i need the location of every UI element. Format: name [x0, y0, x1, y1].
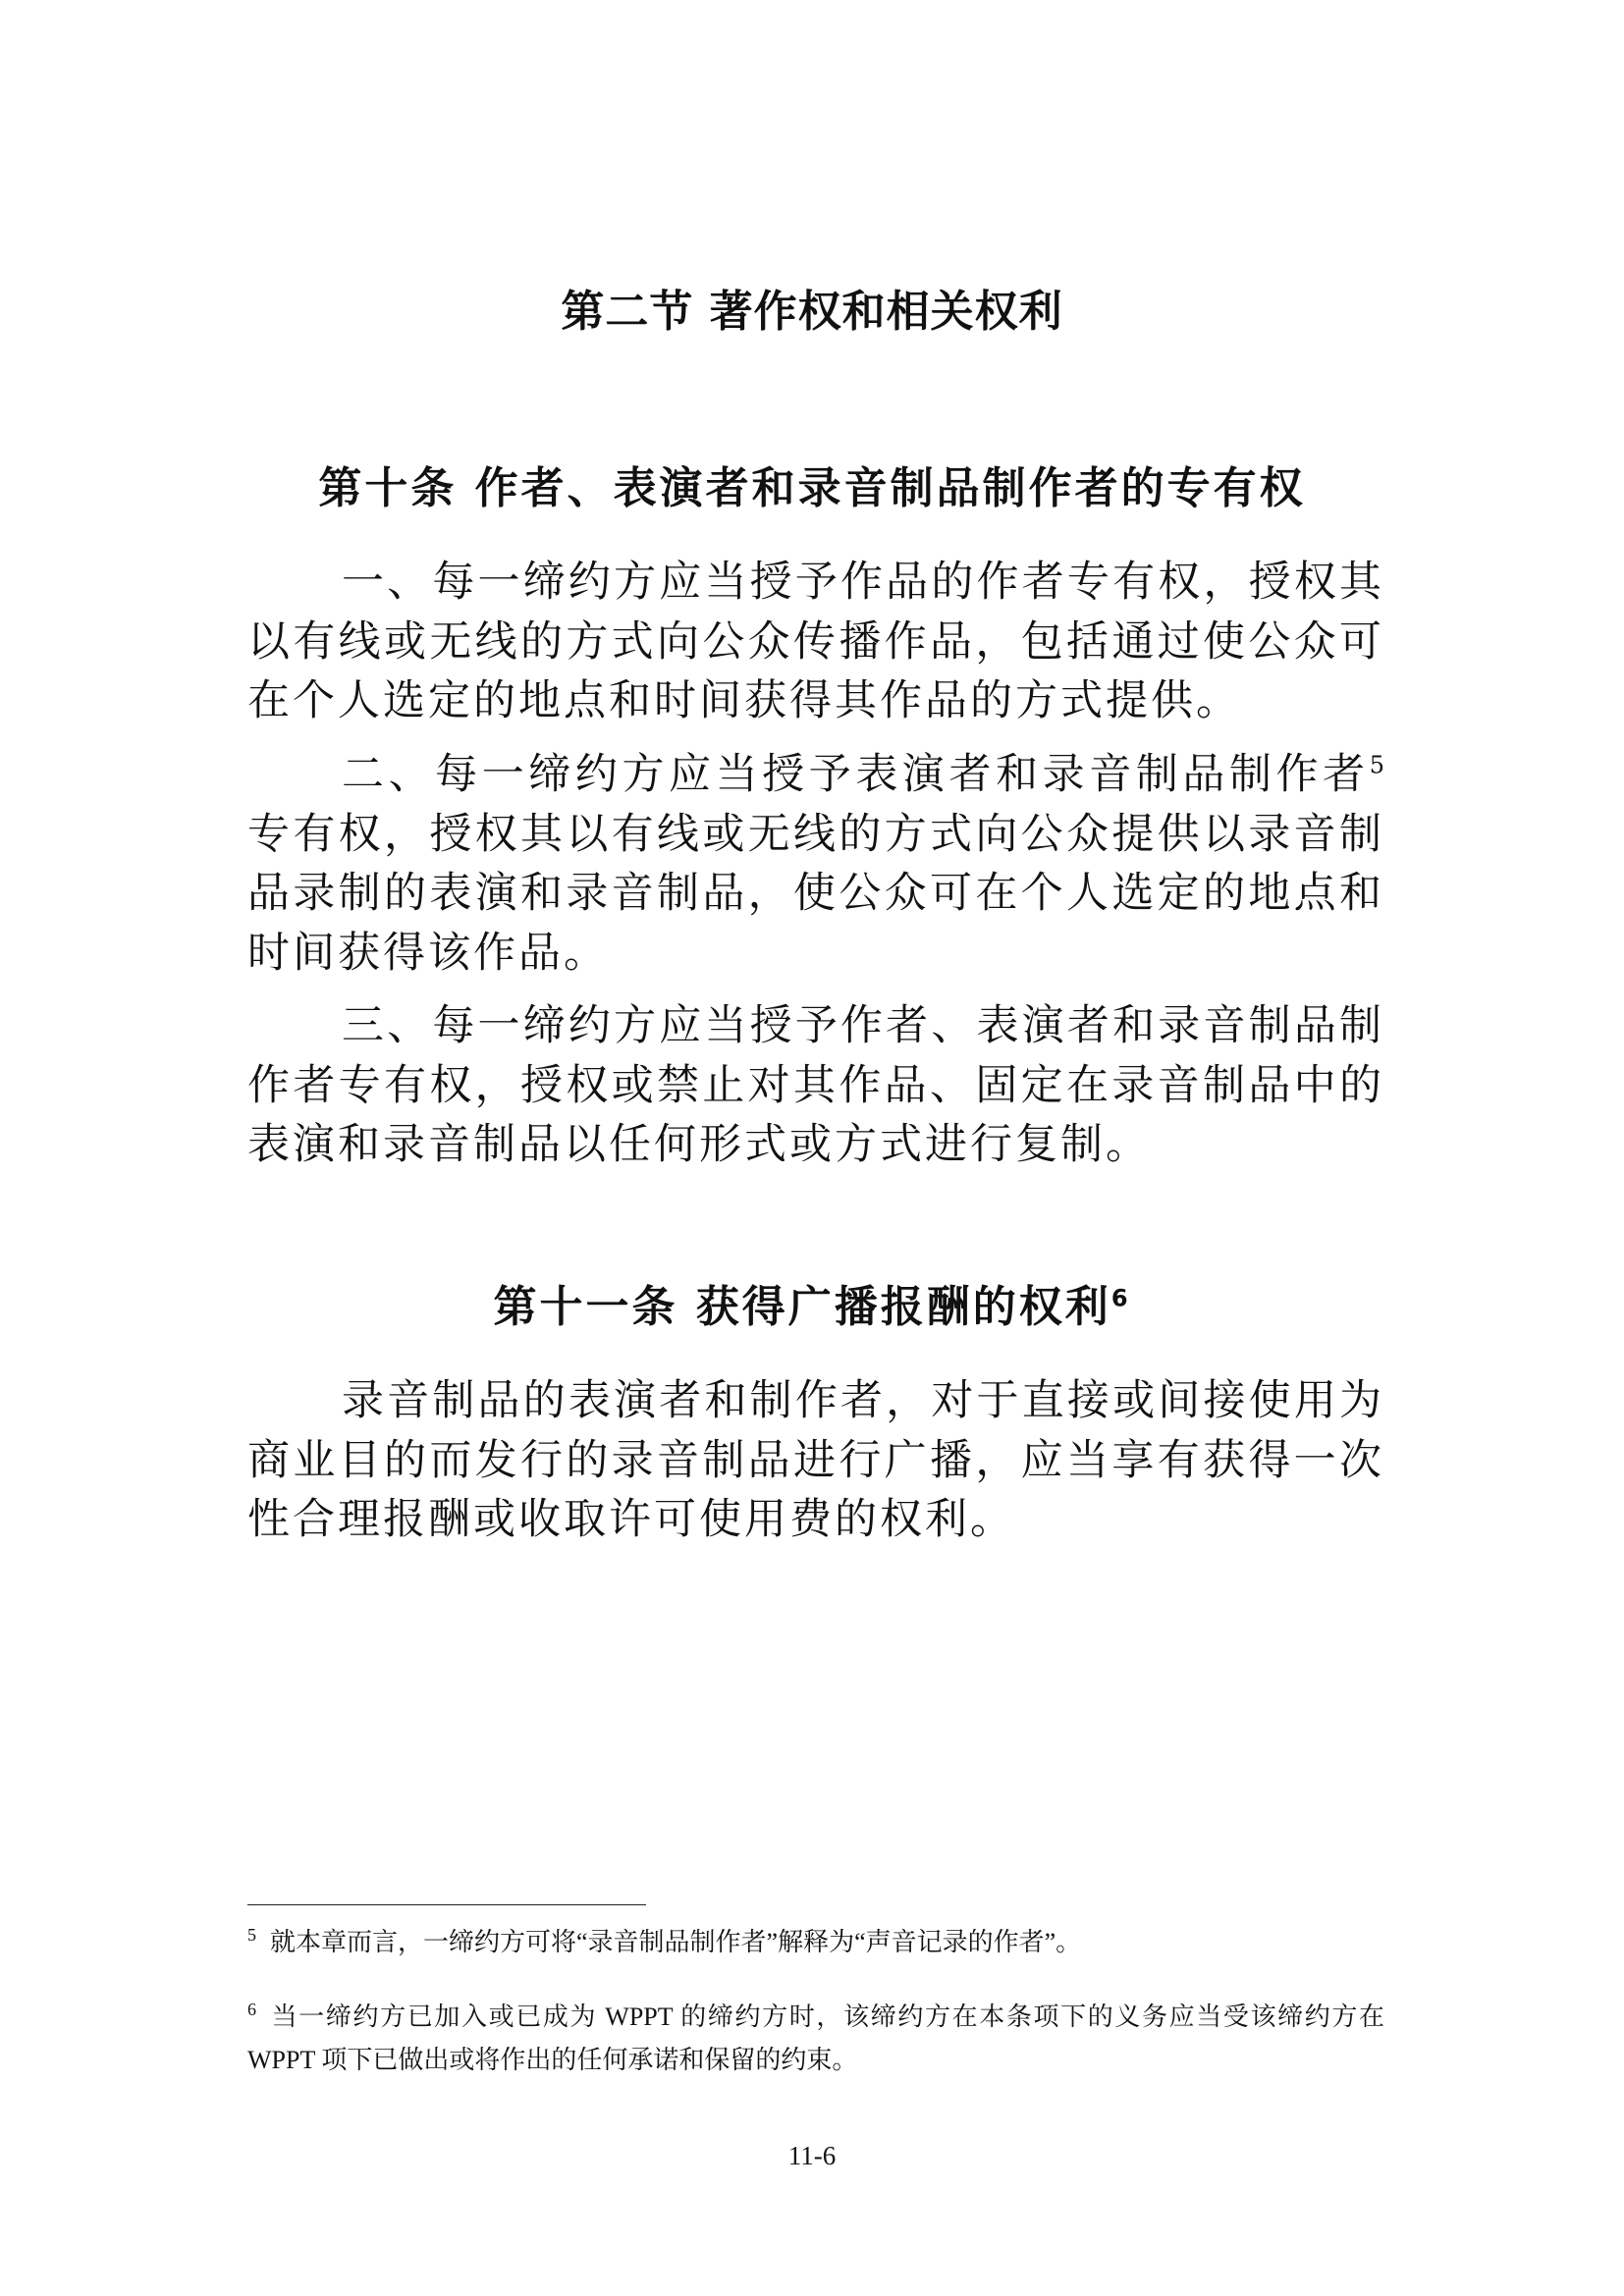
footnote-ref-6: 6 [1110, 1284, 1131, 1312]
footnote-text: 当一缔约方已加入或已成为 WPPT 的缔约方时，该缔约方在本条项下的义务应当受该缔约方在 WPPT 项下已做出或将作出的任何承诺和保留的约束。 [247, 2002, 1384, 2074]
article-10-title: 第十条 作者、表演者和录音制品制作者的专有权 [318, 463, 1306, 513]
article-10-paragraph-3: 三、每一缔约方应当授予作者、表演者和录音制品制作者专有权，授权或禁止对其作品、固定在录音制品中的表演和录音制品以任何形式或方式进行复制。 [247, 1001, 1384, 1169]
article-11-title-text: 第十一条 获得广播报酬的权利 [493, 1282, 1111, 1332]
footnote-5 [247, 1921, 1384, 1964]
paragraph-text: 专有权，授权其以有线或无线的方式向公众提供以录音制品录制的表演和录音制品，使公众可在个人选定的地点和时间获得该作品。 [247, 809, 1384, 978]
article-10-paragraph-1: 一、每一缔约方应当授予作品的作者专有权，授权其以有线或无线的方式向公众传播作品，包括通过使公众可在个人选定的地点和时间获得其作品的方式提供。 [247, 558, 1384, 725]
footnote-6 [247, 1996, 1384, 2082]
page-number: 11-6 [787, 2141, 837, 2170]
footnote-separator [247, 1904, 646, 1905]
article-10-paragraph-2 [247, 745, 1384, 983]
article-11-title [0, 1278, 1624, 1337]
footnote-ref-5: 5 [1369, 751, 1384, 779]
paragraph-text: 二、每一缔约方应当授予表演者和录音制品制作者 [342, 750, 1370, 799]
footnote-text: 就本章而言，一缔约方可将“录音制品制作者”解释为“声音记录的作者”。 [270, 1928, 1082, 1956]
section-title: 第二节 著作权和相关权利 [561, 287, 1063, 337]
article-11-paragraph-1: 录音制品的表演者和制作者，对于直接或间接使用为商业目的而发行的录音制品进行广播，应当享有获得一次性合理报酬或收取许可使用费的权利。 [247, 1376, 1384, 1544]
footnote-number: 6 [247, 2000, 256, 2020]
footnote-number: 5 [247, 1925, 256, 1946]
